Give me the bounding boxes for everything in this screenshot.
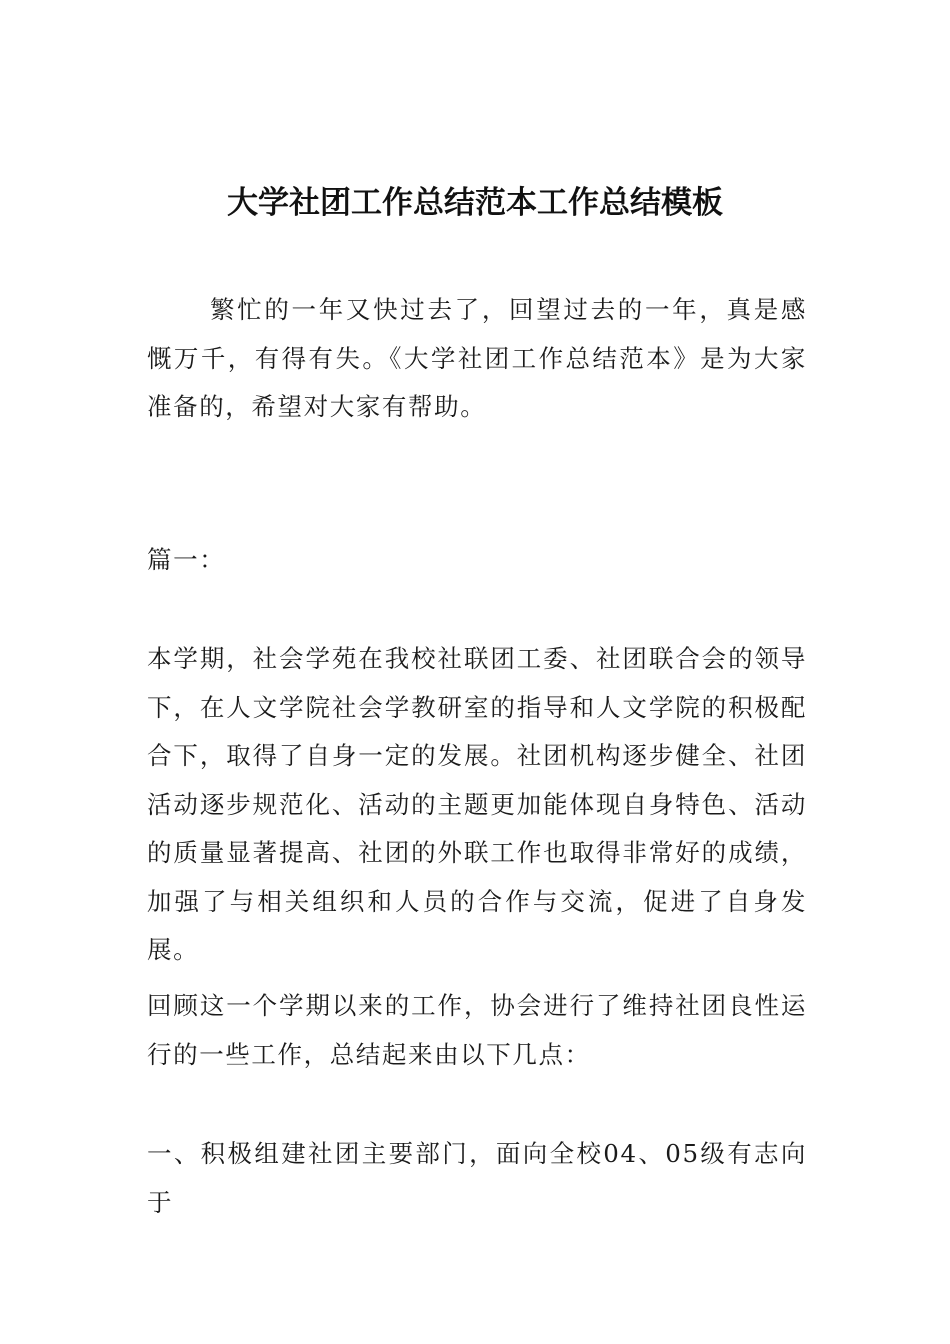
body-paragraph-1: 本学期，社会学苑在我校社联团工委、社团联合会的领导下，在人文学院社会学教研室的指导和人文学院的积极配合下，取得了自身一定的发展。社团机构逐步健全、社团活动逐步规范化、活动的主题更加能体现自身特色、活动的质量显著提高、社团的外联工作也取得非常好的成绩，加强了与相关组织和人员的合作与交流，促进了自身发展。 bbox=[147, 644, 807, 964]
body-paragraph-2: 回顾这一个学期以来的工作，协会进行了维持社团良性运行的一些工作，总结起来由以下几点： bbox=[147, 991, 807, 1069]
document-title: 大学社团工作总结范本工作总结模板 bbox=[227, 184, 723, 221]
section-heading: 篇一： bbox=[147, 545, 226, 574]
intro-paragraph: 繁忙的一年又快过去了，回望过去的一年，真是感慨万千，有得有失。《大学社团工作总结范本》是为大家准备的，希望对大家有帮助。 bbox=[147, 295, 807, 421]
body-paragraph-3: 一、积极组建社团主要部门，面向全校04、05级有志向于 bbox=[147, 1139, 807, 1217]
